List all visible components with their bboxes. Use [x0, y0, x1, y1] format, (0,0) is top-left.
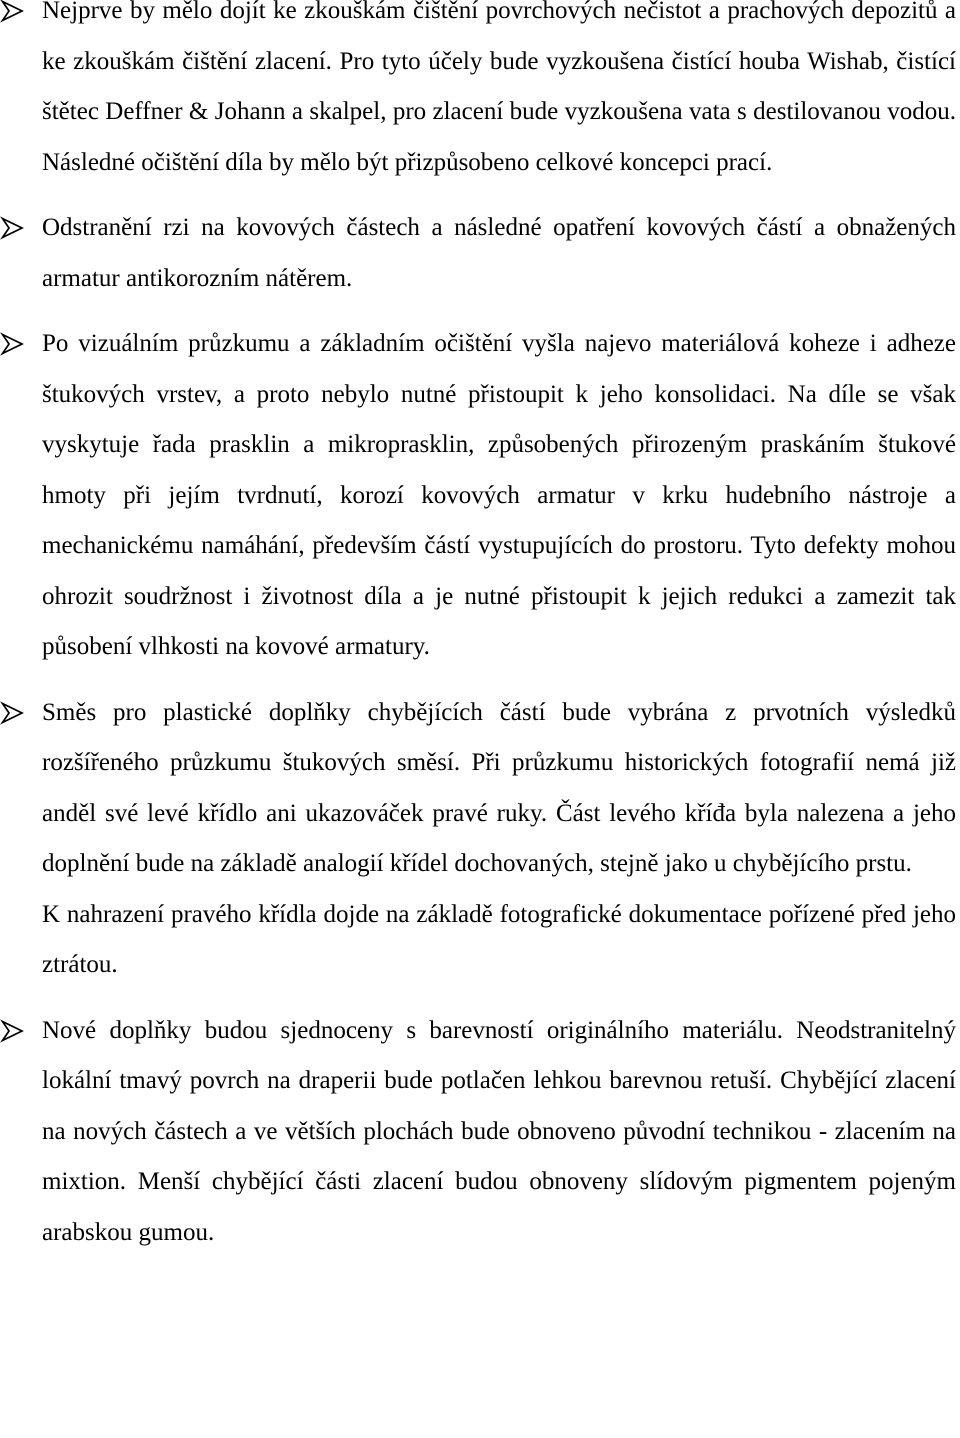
paragraph: Nové doplňky budou sjednoceny s barevností originálního materiálu. Neodstranitelný lokální tmavý povrch na draperii bude potlačen lehkou barevnou retuší. Chybějící zlacení na nových částech a ve větších plochách bude obnoveno původní technikou - zlacením na mixtion. Menší chybějící části zlacení budou obnoveny slídovým pigmentem pojeným arabskou gumou. — [42, 1016, 956, 1246]
arrow-right-outline-icon — [0, 1019, 24, 1043]
arrow-right-outline-icon — [0, 216, 24, 240]
arrow-right-outline-icon — [0, 0, 24, 23]
arrow-right-outline-icon — [0, 701, 24, 725]
bullet-item — [0, 203, 960, 304]
bullet-item — [0, 1006, 960, 1259]
paragraph: K nahrazení pravého křídla dojde na základě fotografické dokumentace pořízené před jeho ztrátou. — [42, 900, 956, 978]
bullet-item — [0, 688, 960, 991]
arrow-right-outline-icon — [0, 332, 24, 356]
bullet-item — [0, 319, 960, 673]
paragraph: Po vizuálním průzkumu a základním očištění vyšla najevo materiálová koheze i adheze štukových vrstev, a proto nebylo nutné přistoupit k jeho konsolidaci. Na díle se však vyskytuje řada prasklin a mikroprasklin, způsobených přirozeným praskáním štukové hmoty při jejím tvrdnutí, korozí kovových armatur v krku hudebního nástroje a mechanickému namáhání, především částí vystupujících do prostoru. Tyto defekty mohou ohrozit soudržnost i životnost díla a je nutné přistoupit k jejich redukci a zamezit tak působení vlhkosti na kovové armatury. — [42, 330, 956, 660]
paragraph: Odstranění rzi na kovových částech a následné opatření kovových částí a obnažených armatur antikorozním nátěrem. — [42, 214, 956, 292]
paragraph: Směs pro plastické doplňky chybějících částí bude vybrána z prvotních výsledků rozšířeného průzkumu štukových směsí. Při průzkumu historických fotografií nemá již anděl své levé křídlo ani ukazováček pravé ruky. Část levého kříđa byla nalezena a jeho doplnění bude na základě analogií křídel dochovaných, stejně jako u chybějícího prstu. — [42, 698, 956, 877]
bullet-item — [0, 0, 960, 188]
paragraph: Nejprve by mělo dojít ke zkouškám čištění povrchových nečistot a prachových depozitů a ke zkouškám čištění zlacení. Pro tyto účely bude vyzkoušena čistící houba Wishab, čistící štětec Deffner & Johann a skalpel, pro zlacení bude vyzkoušena vata s destilovanou vodou. Následné očištění díla by mělo být přizpůsobeno celkové koncepci prací. — [42, 0, 956, 176]
